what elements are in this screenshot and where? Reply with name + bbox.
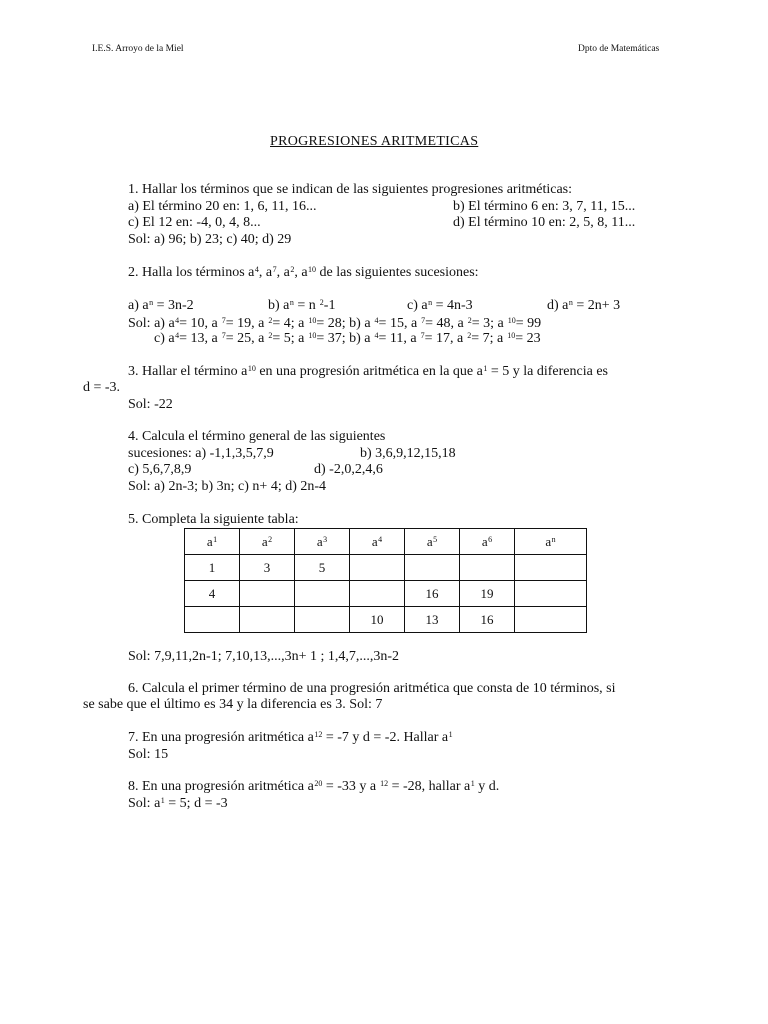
table-row xyxy=(185,555,587,581)
table-cell xyxy=(240,607,295,633)
exercise-8-solution: Sol: $a^1 = 5$; d = -3 xyxy=(128,796,228,811)
exercise-1-d: d) El término 10 en: 2, 5, 8, 11... xyxy=(453,215,636,230)
exercise-4-b: b) 3,6,9,12,15,18 xyxy=(360,446,456,461)
table-cell xyxy=(515,581,587,607)
table-cell: 13 xyxy=(405,607,460,633)
table-cell: 10 xyxy=(350,607,405,633)
table-cell xyxy=(405,555,460,581)
exercise-6-question: 6. Calcula el primer término de una progresión aritmética que consta de 10 términos, si xyxy=(128,681,616,696)
table-cell xyxy=(515,555,587,581)
exercise-1-question: 1. Hallar los términos que se indican de las siguientes progresiones aritméticas: xyxy=(128,182,572,197)
exercise-1-a: a) El término 20 en: 1, 6, 11, 16... xyxy=(128,199,317,214)
table-row xyxy=(185,607,587,633)
header-a1: $a^1$ xyxy=(185,529,240,555)
exercise-5-question: 5. Completa la siguiente tabla: xyxy=(128,512,299,527)
table-cell xyxy=(295,607,350,633)
exercise-4-d: d) -2,0,2,4,6 xyxy=(314,462,383,477)
header-a4: $a^4$ xyxy=(350,529,405,555)
table-header-row xyxy=(185,529,587,555)
table-cell: 16 xyxy=(405,581,460,607)
exercise-1-solution: Sol: a) 96; b) 23; c) 40; d) 29 xyxy=(128,232,292,247)
table-cell xyxy=(185,607,240,633)
exercise-3-solution: Sol: -22 xyxy=(128,397,173,412)
exercise-2-a: a) $a^n = 3n-2$ xyxy=(128,298,194,313)
exercise-4-c: c) 5,6,7,8,9 xyxy=(128,462,192,477)
table-cell: 1 xyxy=(185,555,240,581)
table-cell xyxy=(350,555,405,581)
table-cell xyxy=(350,581,405,607)
progression-table xyxy=(184,528,587,633)
table-cell: 5 xyxy=(295,555,350,581)
exercise-5-solution: Sol: 7,9,11,2n-1; 7,10,13,...,3n+ 1 ; 1,4,7,...,3n-2 xyxy=(128,649,400,664)
exercise-2-solution-line2: c) $a^4= 13$, a $^7$= 25, a $^2$= 5; a $^{10}$= 37; b) a $^4$= 11, a $^7$= 17, a $^2$= 7; a $^{10}$= 23 xyxy=(154,331,541,346)
table-cell xyxy=(460,555,515,581)
exercise-7-question: 7. En una progresión aritmética $a^{12} = -7$ y d = -2. Hallar $a^1$ xyxy=(128,730,453,745)
table-cell xyxy=(515,607,587,633)
exercise-2-d: d) $a^n = 2n+ 3$ xyxy=(547,298,621,313)
table-cell: 4 xyxy=(185,581,240,607)
exercise-4-solution: Sol: a) 2n-3; b) 3n; c) n+ 4; d) 2n-4 xyxy=(128,479,327,494)
header-a5: $a^5$ xyxy=(405,529,460,555)
page-title: PROGRESIONES ARITMETICAS xyxy=(270,134,479,149)
header-a6: $a^6$ xyxy=(460,529,515,555)
table-row xyxy=(185,581,587,607)
table-cell: 3 xyxy=(240,555,295,581)
exercise-7-solution: Sol: 15 xyxy=(128,747,169,762)
exercise-6-question-cont: se sabe que el último es 34 y la diferencia es 3. Sol: 7 xyxy=(83,697,383,712)
department-name: Dpto de Matemáticas xyxy=(578,44,660,54)
header-an: $a^n$ xyxy=(515,529,587,555)
table-cell: 19 xyxy=(460,581,515,607)
exercise-2-b: b) $a^n = n$ $^2$-1 xyxy=(268,298,336,313)
exercise-1-c: c) El 12 en: -4, 0, 4, 8... xyxy=(128,215,261,230)
exercise-8-question: 8. En una progresión aritmética $a^{20} = -33$ y a $^{12}$ = -28, hallar $a^1$ y d. xyxy=(128,779,500,794)
exercise-3-question: 3. Hallar el término $a^{10}$ en una progresión aritmética en la que $a^1 = 5$ y la diferencia es xyxy=(128,364,608,379)
table-cell xyxy=(295,581,350,607)
exercise-4-question: 4. Calcula el término general de las siguientes xyxy=(128,429,386,444)
exercise-4-a: sucesiones: a) -1,1,3,5,7,9 xyxy=(128,446,274,461)
exercise-2-c: c) $a^n = 4n-3$ xyxy=(407,298,473,313)
exercise-1-b: b) El término 6 en: 3, 7, 11, 15... xyxy=(453,199,636,214)
table-cell: 16 xyxy=(460,607,515,633)
exercise-2-solution-line1: Sol: a) $a^4= 10$, a $^7$= 19, a $^2$= 4; a $^{10}$= 28; b) a $^4$= 15, a $^7$= 48, a $^2$= 3; a $^{10}$= 99 xyxy=(128,316,542,331)
school-name: I.E.S. Arroyo de la Miel xyxy=(92,44,184,54)
table-cell xyxy=(240,581,295,607)
exercise-2-question: 2. Halla los términos $a^4$, $a^7$, $a^2$, $a^{10}$ de las siguientes sucesiones: xyxy=(128,265,479,280)
exercise-3-question-cont: d = -3. xyxy=(83,380,121,395)
header-a2: $a^2$ xyxy=(240,529,295,555)
header-a3: $a^3$ xyxy=(295,529,350,555)
